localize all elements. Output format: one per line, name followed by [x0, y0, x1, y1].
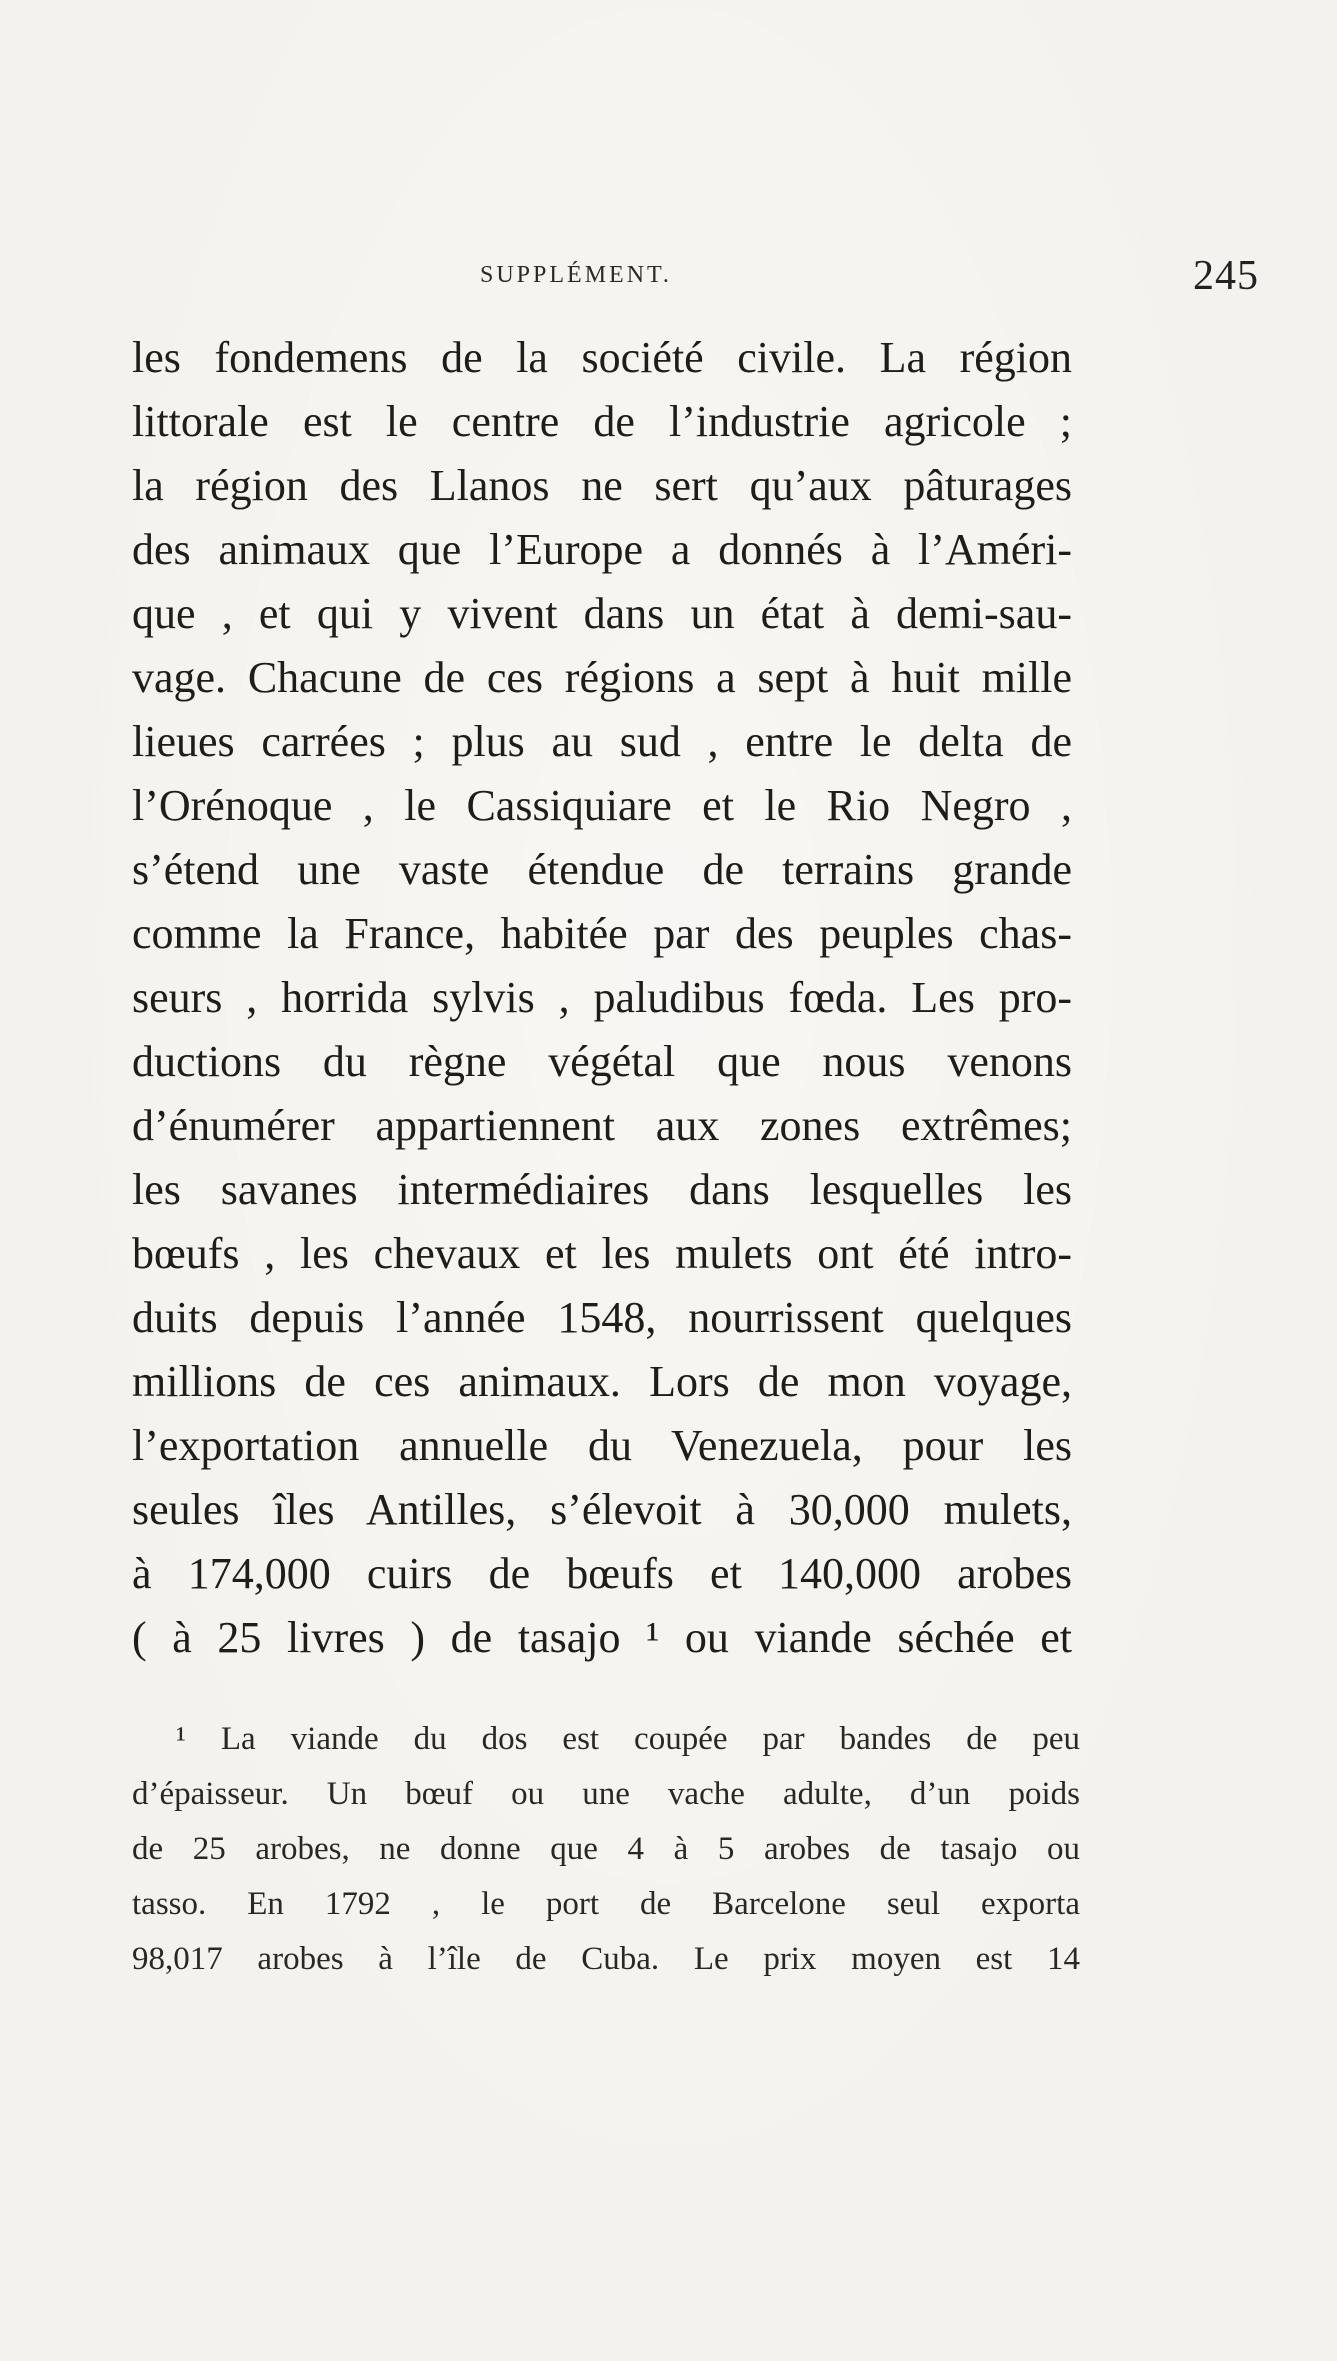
text-line: les fondemens de la société civile. La région: [132, 333, 1072, 382]
footnote: [132, 1712, 1080, 1987]
text-line: bœufs , les chevaux et les mulets ont été intro-: [132, 1229, 1072, 1278]
text-line: millions de ces animaux. Lors de mon voyage,: [132, 1357, 1072, 1406]
text-line: seules îles Antilles, s’élevoit à 30,000 mulets,: [132, 1485, 1072, 1534]
text-line: duits depuis l’année 1548, nourrissent quelques: [132, 1293, 1072, 1342]
footnote-line: 98,017 arobes à l’île de Cuba. Le prix moyen est 14: [132, 1941, 1080, 1977]
text-line: les savanes intermédiaires dans lesquelles les: [132, 1165, 1072, 1214]
text-line: vage. Chacune de ces régions a sept à huit mille: [132, 653, 1072, 702]
text-line: littorale est le centre de l’industrie agricole ;: [132, 397, 1072, 446]
text-line: l’exportation annuelle du Venezuela, pour les: [132, 1421, 1072, 1470]
footnote-line: de 25 arobes, ne donne que 4 à 5 arobes de tasajo ou: [132, 1831, 1080, 1867]
text-line: ( à 25 livres ) de tasajo ¹ ou viande séchée et: [132, 1613, 1072, 1662]
footnote-line: tasso. En 1792 , le port de Barcelone seul exporta: [132, 1886, 1080, 1922]
footnote-line: d’épaisseur. Un bœuf ou une vache adulte, d’un poids: [132, 1776, 1080, 1812]
text-line: d’énumérer appartiennent aux zones extrêmes;: [132, 1101, 1072, 1150]
main-text: [132, 326, 1072, 1670]
text-line: l’Orénoque , le Cassiquiare et le Rio Negro ,: [132, 781, 1072, 830]
text-line: la région des Llanos ne sert qu’aux pâturages: [132, 461, 1072, 510]
text-line: des animaux que l’Europe a donnés à l’Améri-: [132, 525, 1072, 574]
text-line: s’étend une vaste étendue de terrains grande: [132, 845, 1072, 894]
footnote-line: ¹ La viande du dos est coupée par bandes de peu: [176, 1721, 1080, 1757]
text-line: seurs , horrida sylvis , paludibus fœda. Les pro-: [132, 973, 1072, 1022]
page-header: [135, 253, 1259, 299]
text-line: que , et qui y vivent dans un état à demi-sau-: [132, 589, 1072, 638]
text-line: ductions du règne végétal que nous venons: [132, 1037, 1072, 1086]
text-line: lieues carrées ; plus au sud , entre le delta de: [132, 717, 1072, 766]
text-line: comme la France, habitée par des peuples chas-: [132, 909, 1072, 958]
text-line: à 174,000 cuirs de bœufs et 140,000 arobes: [132, 1549, 1072, 1598]
running-head: SUPPLÉMENT.: [480, 262, 672, 288]
page-number: 245: [1193, 253, 1259, 299]
